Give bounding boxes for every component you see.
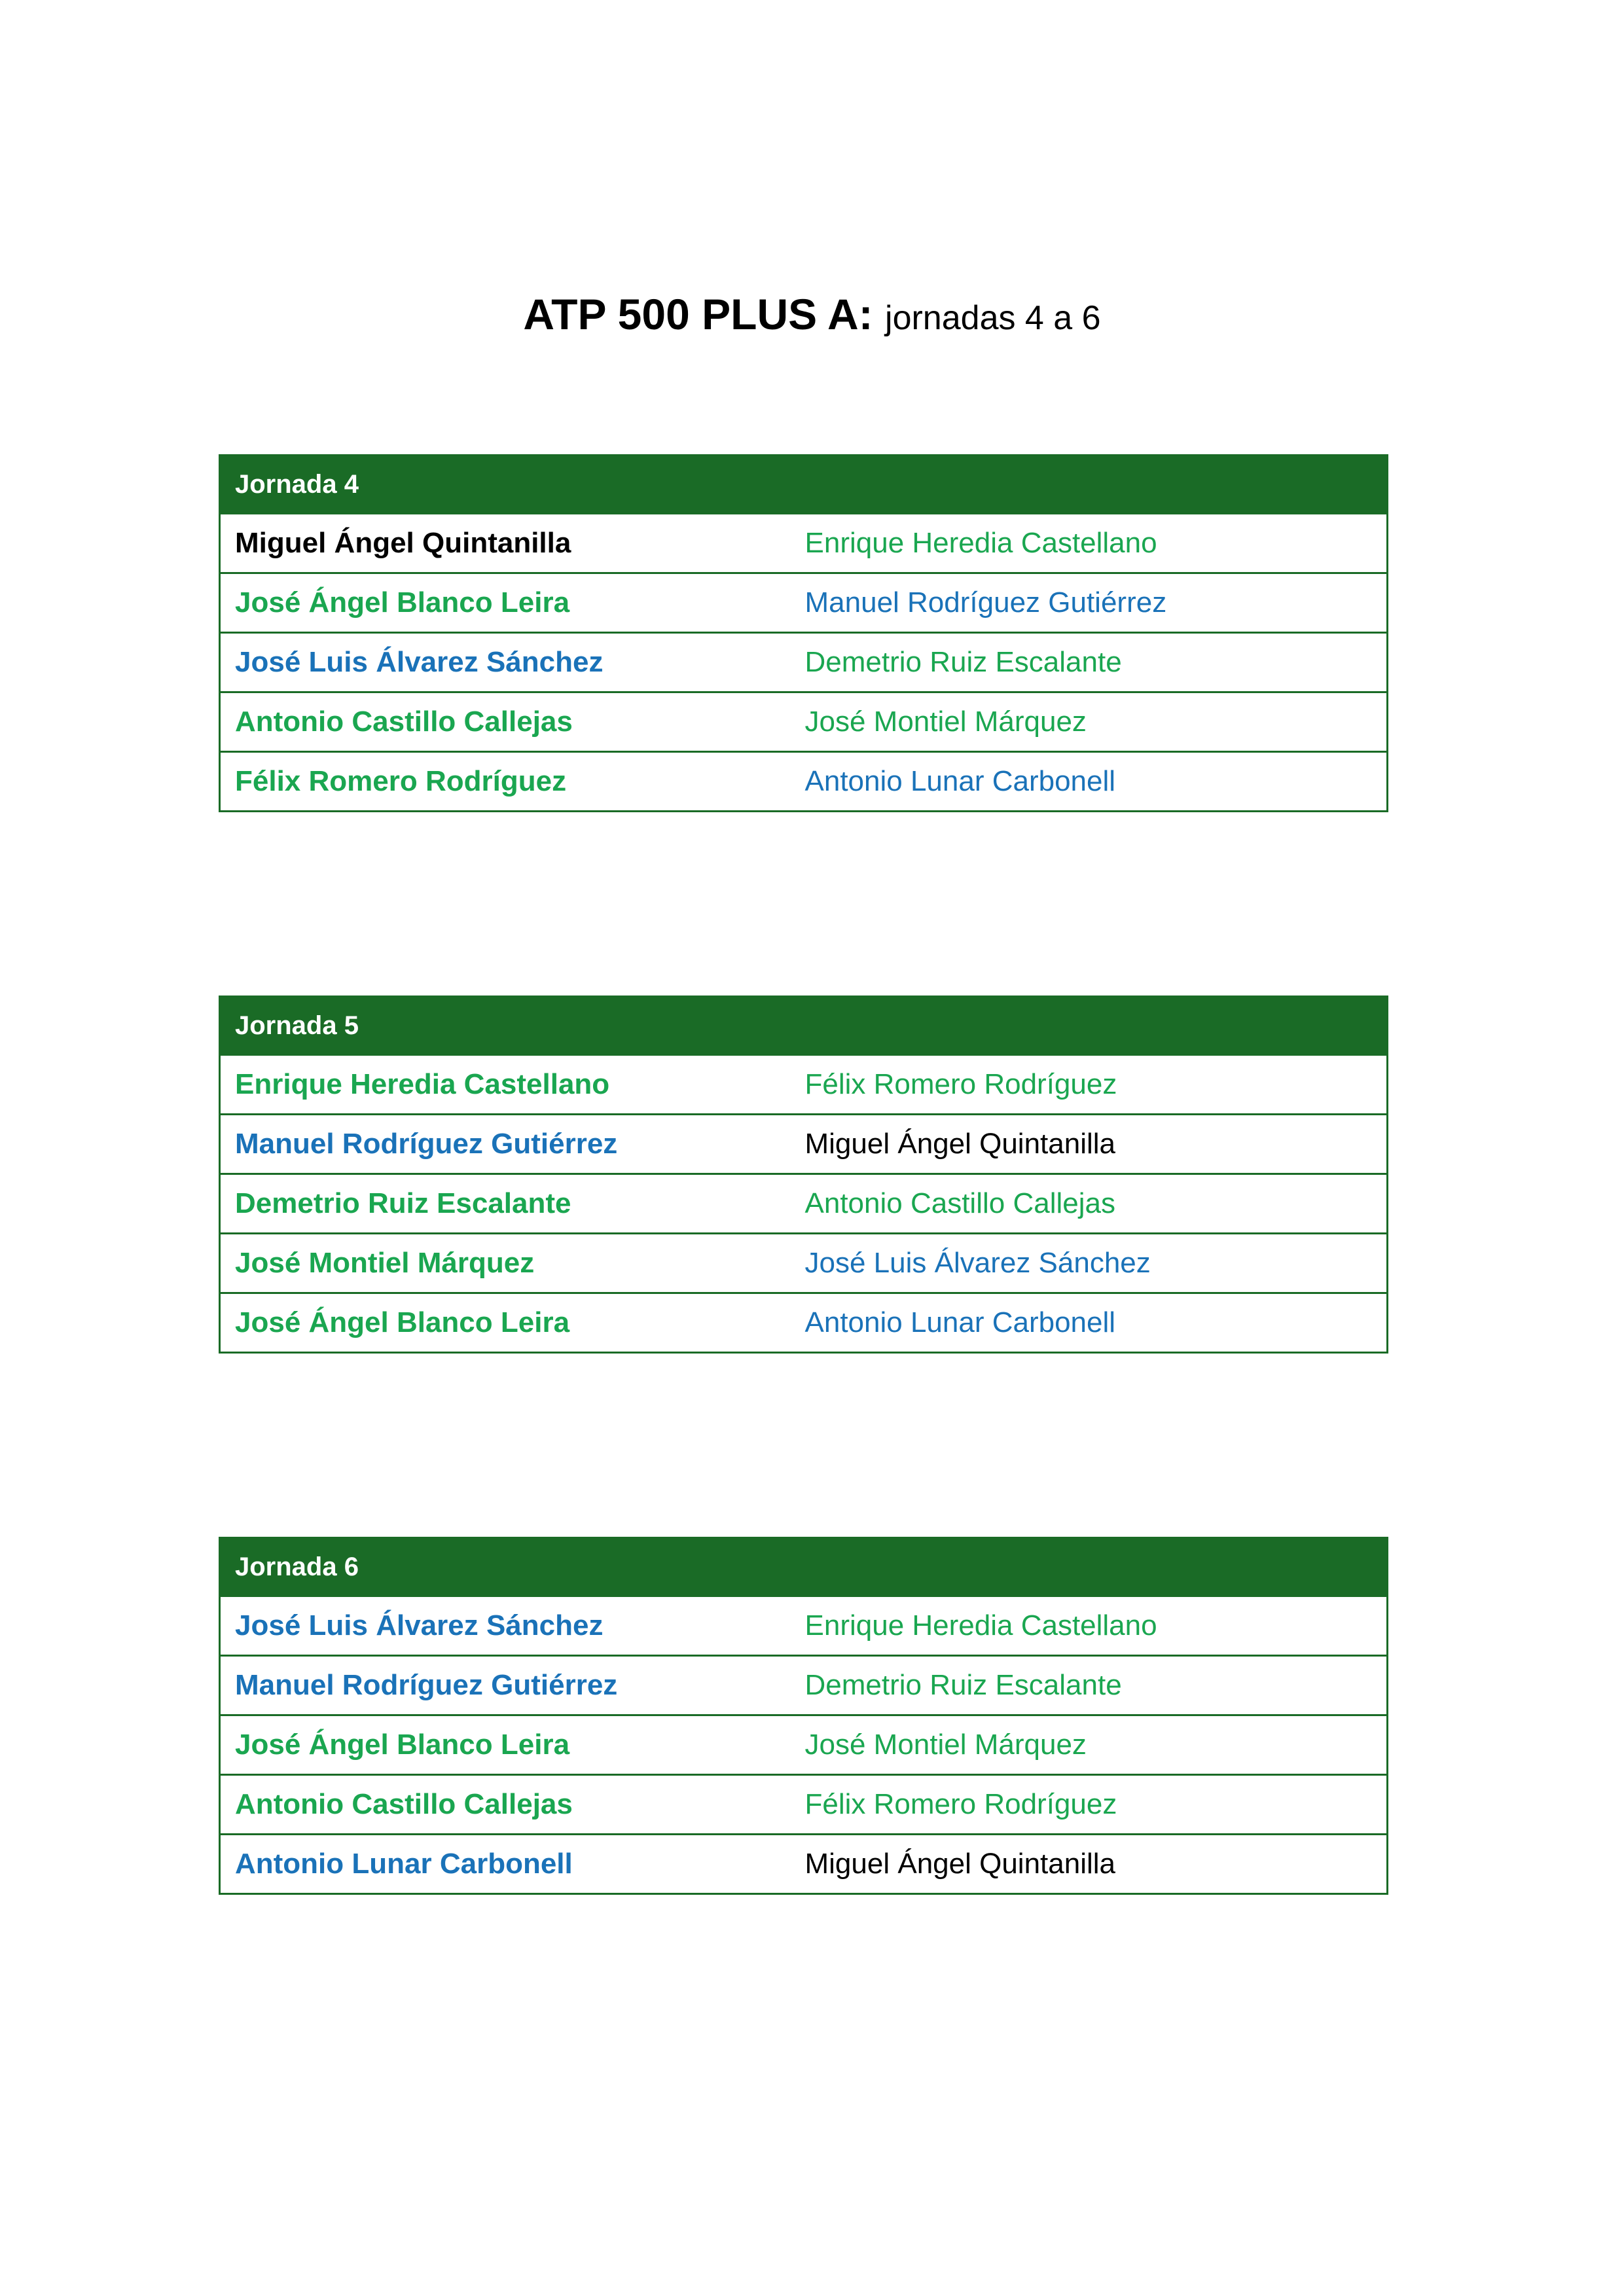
player-right: Manuel Rodríguez Gutiérrez xyxy=(791,573,1388,633)
player-left: José Ángel Blanco Leira xyxy=(220,1715,791,1775)
jornada-header-row xyxy=(220,456,1388,514)
match-row xyxy=(220,633,1388,692)
jornada-header-row xyxy=(220,997,1388,1055)
match-row xyxy=(220,514,1388,573)
player-right: Enrique Heredia Castellano xyxy=(791,514,1388,573)
player-left: José Ángel Blanco Leira xyxy=(220,1293,791,1353)
player-left: Félix Romero Rodríguez xyxy=(220,752,791,812)
player-right: Antonio Lunar Carbonell xyxy=(791,1293,1388,1353)
match-row xyxy=(220,1174,1388,1234)
player-right: Demetrio Ruiz Escalante xyxy=(791,1656,1388,1715)
player-left: José Luis Álvarez Sánchez xyxy=(220,1596,791,1656)
player-right: Félix Romero Rodríguez xyxy=(791,1775,1388,1835)
player-left: Manuel Rodríguez Gutiérrez xyxy=(220,1656,791,1715)
player-left: José Ángel Blanco Leira xyxy=(220,573,791,633)
player-left: José Luis Álvarez Sánchez xyxy=(220,633,791,692)
jornada-header-row xyxy=(220,1538,1388,1596)
match-row xyxy=(220,1293,1388,1353)
player-left: Antonio Lunar Carbonell xyxy=(220,1835,791,1894)
player-right: Miguel Ángel Quintanilla xyxy=(791,1835,1388,1894)
match-row xyxy=(220,1835,1388,1894)
player-right: Miguel Ángel Quintanilla xyxy=(791,1115,1388,1174)
player-right: Antonio Castillo Callejas xyxy=(791,1174,1388,1234)
match-row xyxy=(220,1055,1388,1115)
player-right: Félix Romero Rodríguez xyxy=(791,1055,1388,1115)
match-row xyxy=(220,1115,1388,1174)
match-row xyxy=(220,1596,1388,1656)
match-row xyxy=(220,1656,1388,1715)
player-left: José Montiel Márquez xyxy=(220,1234,791,1293)
player-right: Antonio Lunar Carbonell xyxy=(791,752,1388,812)
match-row xyxy=(220,573,1388,633)
page-title-bold: ATP 500 PLUS A: xyxy=(523,290,873,338)
player-left: Enrique Heredia Castellano xyxy=(220,1055,791,1115)
player-left: Manuel Rodríguez Gutiérrez xyxy=(220,1115,791,1174)
player-right: Enrique Heredia Castellano xyxy=(791,1596,1388,1656)
player-left: Antonio Castillo Callejas xyxy=(220,692,791,752)
player-left: Demetrio Ruiz Escalante xyxy=(220,1174,791,1234)
match-row xyxy=(220,1775,1388,1835)
page-title-subtitle: jornadas 4 a 6 xyxy=(885,299,1101,337)
jornada-table xyxy=(219,996,1388,1354)
player-right: Demetrio Ruiz Escalante xyxy=(791,633,1388,692)
match-row xyxy=(220,752,1388,812)
player-left: Miguel Ángel Quintanilla xyxy=(220,514,791,573)
jornada-title: Jornada 6 xyxy=(220,1538,1388,1596)
player-right: José Luis Álvarez Sánchez xyxy=(791,1234,1388,1293)
player-right: José Montiel Márquez xyxy=(791,692,1388,752)
jornada-title: Jornada 5 xyxy=(220,997,1388,1055)
page-title xyxy=(0,288,1624,344)
player-left: Antonio Castillo Callejas xyxy=(220,1775,791,1835)
match-row xyxy=(220,692,1388,752)
match-row xyxy=(220,1715,1388,1775)
jornada-table xyxy=(219,454,1388,812)
jornada-title: Jornada 4 xyxy=(220,456,1388,514)
jornada-table xyxy=(219,1537,1388,1895)
match-row xyxy=(220,1234,1388,1293)
player-right: José Montiel Márquez xyxy=(791,1715,1388,1775)
